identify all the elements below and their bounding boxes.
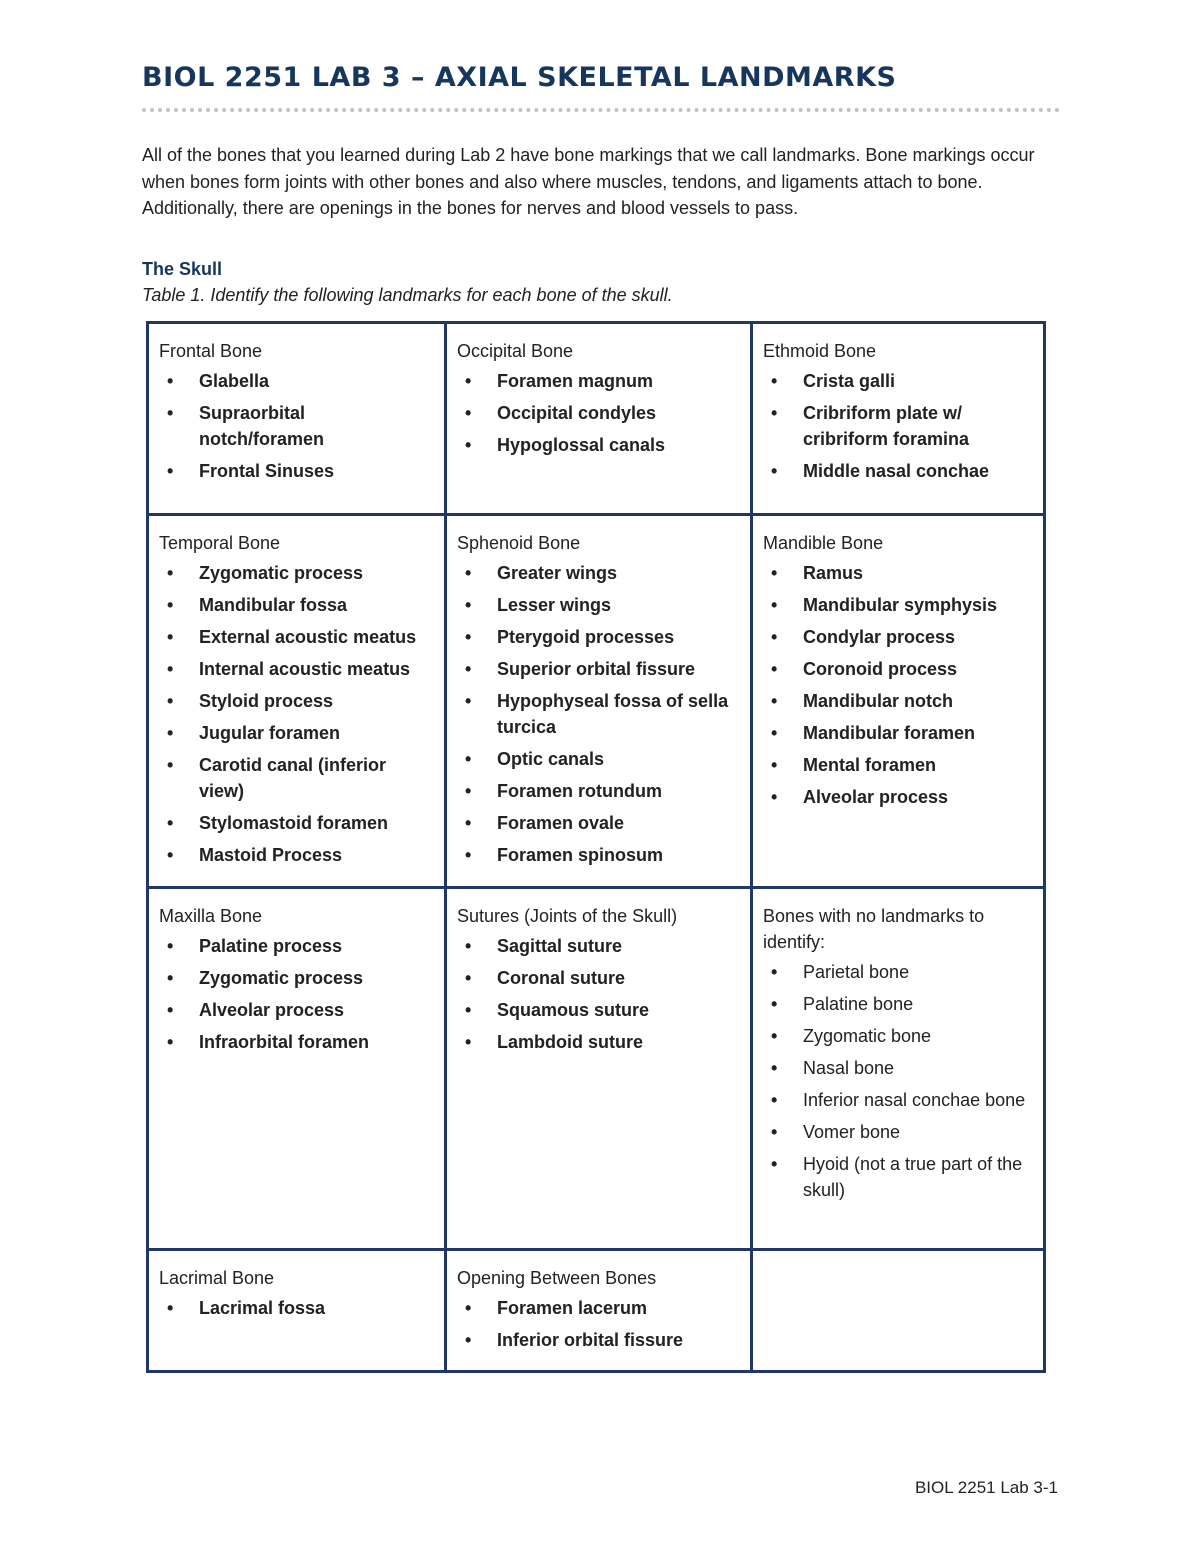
- cell-title: Sphenoid Bone: [457, 533, 581, 553]
- landmark-item: • Zygomatic process: [159, 560, 434, 586]
- landmark-item: • Vomer bone: [763, 1119, 1033, 1145]
- landmark-item: • Carotid canal (inferior view): [159, 752, 434, 804]
- landmark-item: • Foramen ovale: [457, 810, 740, 836]
- landmark-list: [159, 368, 434, 484]
- landmark-item: • Zygomatic bone: [763, 1023, 1033, 1049]
- landmark-item: • Foramen magnum: [457, 368, 740, 394]
- landmark-item: • Lacrimal fossa: [159, 1295, 434, 1321]
- landmark-item: • Parietal bone: [763, 959, 1033, 985]
- bone-cell: [446, 1250, 752, 1372]
- landmark-item: • Supraorbital notch/foramen: [159, 400, 434, 452]
- landmark-item: • Greater wings: [457, 560, 740, 586]
- landmark-item: • Lambdoid suture: [457, 1029, 740, 1055]
- landmark-item: • Mandibular foramen: [763, 720, 1033, 746]
- cell-title: Lacrimal Bone: [159, 1268, 275, 1288]
- landmark-item: • Crista galli: [763, 368, 1033, 394]
- empty-cell: [752, 1250, 1045, 1372]
- landmark-item: • Hypoglossal canals: [457, 432, 740, 458]
- table-row: [148, 1250, 1045, 1372]
- bone-cell: [446, 323, 752, 515]
- intro-paragraph: All of the bones that you learned during Lab 2 have bone markings that we call landmarks. Bone markings occur when bones form joints with other bones and also where muscles, tendons, and ligaments attach to bone. Additionally, there are openings in the bones for nerves and blood vessels to pass.: [142, 145, 1035, 218]
- cell-title: Maxilla Bone: [159, 906, 263, 926]
- landmark-item: • Hyoid (not a true part of the skull): [763, 1151, 1033, 1203]
- cell-title: Occipital Bone: [457, 341, 574, 361]
- landmark-item: • Cribriform plate w/ cribriform foramina: [763, 400, 1033, 452]
- cell-title: Sutures (Joints of the Skull): [457, 906, 678, 926]
- bone-cell: [148, 1250, 446, 1372]
- cell-title: Ethmoid Bone: [763, 341, 877, 361]
- landmark-item: • Optic canals: [457, 746, 740, 772]
- bone-cell: [446, 888, 752, 1250]
- page-title: BIOL 2251 LAB 3 – AXIAL SKELETAL LANDMARKS: [142, 62, 897, 93]
- bone-cell: [148, 515, 446, 888]
- landmark-item: • Frontal Sinuses: [159, 458, 434, 484]
- landmark-item: • Mental foramen: [763, 752, 1033, 778]
- section-heading: The Skull: [142, 259, 223, 279]
- cell-title: Temporal Bone: [159, 533, 281, 553]
- landmark-item: • Styloid process: [159, 688, 434, 714]
- table-caption: Table 1. Identify the following landmarks for each bone of the skull.: [142, 285, 673, 305]
- landmark-item: • Superior orbital fissure: [457, 656, 740, 682]
- landmark-item: • Occipital condyles: [457, 400, 740, 426]
- landmark-list: [457, 1295, 740, 1353]
- landmark-item: • Squamous suture: [457, 997, 740, 1023]
- cell-title: Bones with no landmarks to identify:: [763, 906, 985, 952]
- landmark-item: • Stylomastoid foramen: [159, 810, 434, 836]
- landmark-item: • Mandibular notch: [763, 688, 1033, 714]
- cell-title: Opening Between Bones: [457, 1268, 657, 1288]
- table-row: [148, 515, 1045, 888]
- landmark-item: • Mandibular fossa: [159, 592, 434, 618]
- landmark-list: [763, 560, 1033, 810]
- landmark-list: [159, 560, 434, 868]
- bone-cell: [752, 323, 1045, 515]
- landmark-item: • Jugular foramen: [159, 720, 434, 746]
- bone-cell: [752, 888, 1045, 1250]
- cell-title: Frontal Bone: [159, 341, 263, 361]
- landmark-item: • Foramen rotundum: [457, 778, 740, 804]
- landmark-item: • Foramen spinosum: [457, 842, 740, 868]
- bone-cell: [752, 515, 1045, 888]
- landmark-item: • Ramus: [763, 560, 1033, 586]
- bone-cell: [446, 515, 752, 888]
- landmark-item: • Lesser wings: [457, 592, 740, 618]
- landmark-item: • Mastoid Process: [159, 842, 434, 868]
- bone-cell: [148, 323, 446, 515]
- landmark-item: • Infraorbital foramen: [159, 1029, 434, 1055]
- landmark-list: [457, 368, 740, 458]
- landmark-list: [763, 368, 1033, 484]
- landmark-item: • External acoustic meatus: [159, 624, 434, 650]
- landmark-item: • Alveolar process: [763, 784, 1033, 810]
- landmark-item: • Nasal bone: [763, 1055, 1033, 1081]
- page-footer: BIOL 2251 Lab 3-1: [914, 1478, 1058, 1497]
- landmarks-table: [146, 321, 1046, 1373]
- landmark-list: [763, 959, 1033, 1203]
- landmark-item: • Glabella: [159, 368, 434, 394]
- title-divider: [142, 108, 1060, 112]
- landmark-item: • Palatine bone: [763, 991, 1033, 1017]
- landmark-list: [457, 560, 740, 868]
- landmark-item: • Foramen lacerum: [457, 1295, 740, 1321]
- landmark-item: • Inferior nasal conchae bone: [763, 1087, 1033, 1113]
- landmark-item: • Coronoid process: [763, 656, 1033, 682]
- landmark-item: • Internal acoustic meatus: [159, 656, 434, 682]
- table-row: [148, 323, 1045, 515]
- landmark-item: • Mandibular symphysis: [763, 592, 1033, 618]
- landmark-item: • Zygomatic process: [159, 965, 434, 991]
- landmark-item: • Pterygoid processes: [457, 624, 740, 650]
- landmark-item: • Alveolar process: [159, 997, 434, 1023]
- landmark-list: [159, 1295, 434, 1321]
- cell-title: Mandible Bone: [763, 533, 884, 553]
- landmark-item: • Inferior orbital fissure: [457, 1327, 740, 1353]
- bone-cell: [148, 888, 446, 1250]
- landmark-list: [159, 933, 434, 1055]
- landmark-item: • Middle nasal conchae: [763, 458, 1033, 484]
- landmark-list: [457, 933, 740, 1055]
- landmark-item: • Coronal suture: [457, 965, 740, 991]
- landmark-item: • Hypophyseal fossa of sella turcica: [457, 688, 740, 740]
- landmark-item: • Sagittal suture: [457, 933, 740, 959]
- landmark-item: • Condylar process: [763, 624, 1033, 650]
- landmark-item: • Palatine process: [159, 933, 434, 959]
- table-row: [148, 888, 1045, 1250]
